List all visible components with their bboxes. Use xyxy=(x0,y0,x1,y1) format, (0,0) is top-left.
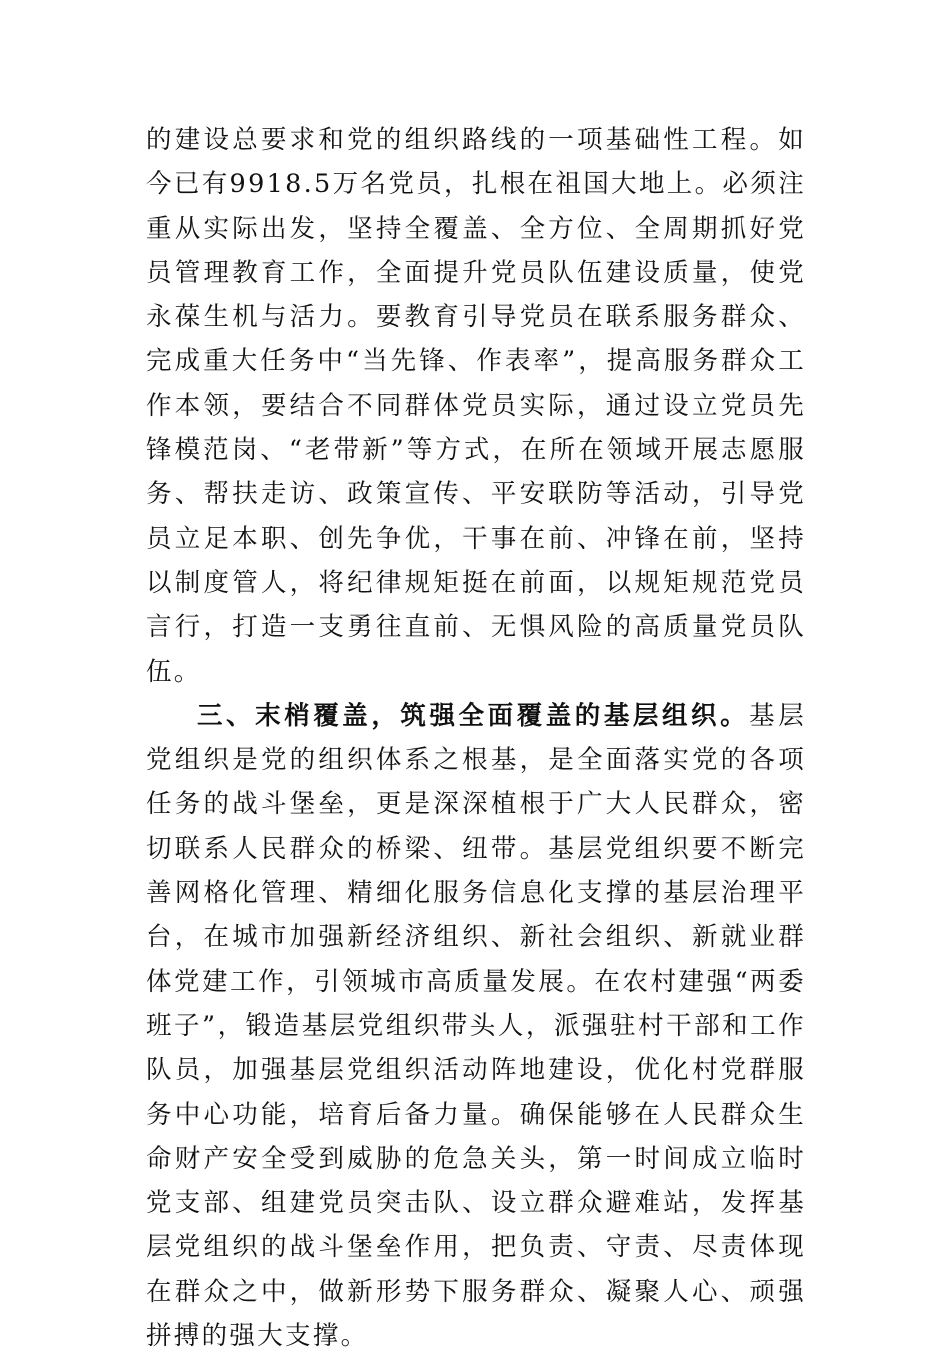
paragraph-text: 的建设总要求和党的组织路线的一项基础性工程。如今已有9918.5万名党员，扎根在祖国大地上。必须注重从实际出发，坚持全覆盖、全方位、全周期抓好党员管理教育工作，全面提升党员队伍建设质量，使党永葆生机与活力。要教育引导党员在联系服务群众、完成重大任务中“当先锋、作表率”，提高服务群众工作本领，要结合不同群体党员实际，通过设立党员先锋模范岗、“老带新”等方式，在所在领域开展志愿服务、帮扶走访、政策宣传、平安联防等活动，引导党员立足本职、创先争优，干事在前、冲锋在前，坚持以制度管人，将纪律规矩挺在前面，以规矩规范党员言行，打造一支勇往直前、无惧风险的高质量党员队伍。 xyxy=(146,125,806,687)
paragraph-section-three xyxy=(146,694,806,1358)
section-heading: 三、末梢覆盖，筑强全面覆盖的基层组织。 xyxy=(197,700,750,731)
document-body xyxy=(146,118,806,1358)
paragraph-continued xyxy=(146,118,806,694)
paragraph-text: 基层党组织是党的组织体系之根基，是全面落实党的各项任务的战斗堡垒，更是深深植根于广大人民群众，密切联系人民群众的桥梁、纽带。基层党组织要不断完善网格化管理、精细化服务信息化支撑的基层治理平台，在城市加强新经济组织、新社会组织、新就业群体党建工作，引领城市高质量发展。在农村建强“两委班子”，锻造基层党组织带头人，派强驻村干部和工作队员，加强基层党组织活动阵地建设，优化村党群服务中心功能，培育后备力量。确保能够在人民群众生命财产安全受到威胁的危急关头，第一时间成立临时党支部、组建党员突击队、设立群众避难站，发挥基层党组织的战斗堡垒作用，把负责、守责、尽责体现在群众之中，做新形势下服务群众、凝聚人心、顽强拼搏的强大支撑。 xyxy=(146,700,807,1352)
